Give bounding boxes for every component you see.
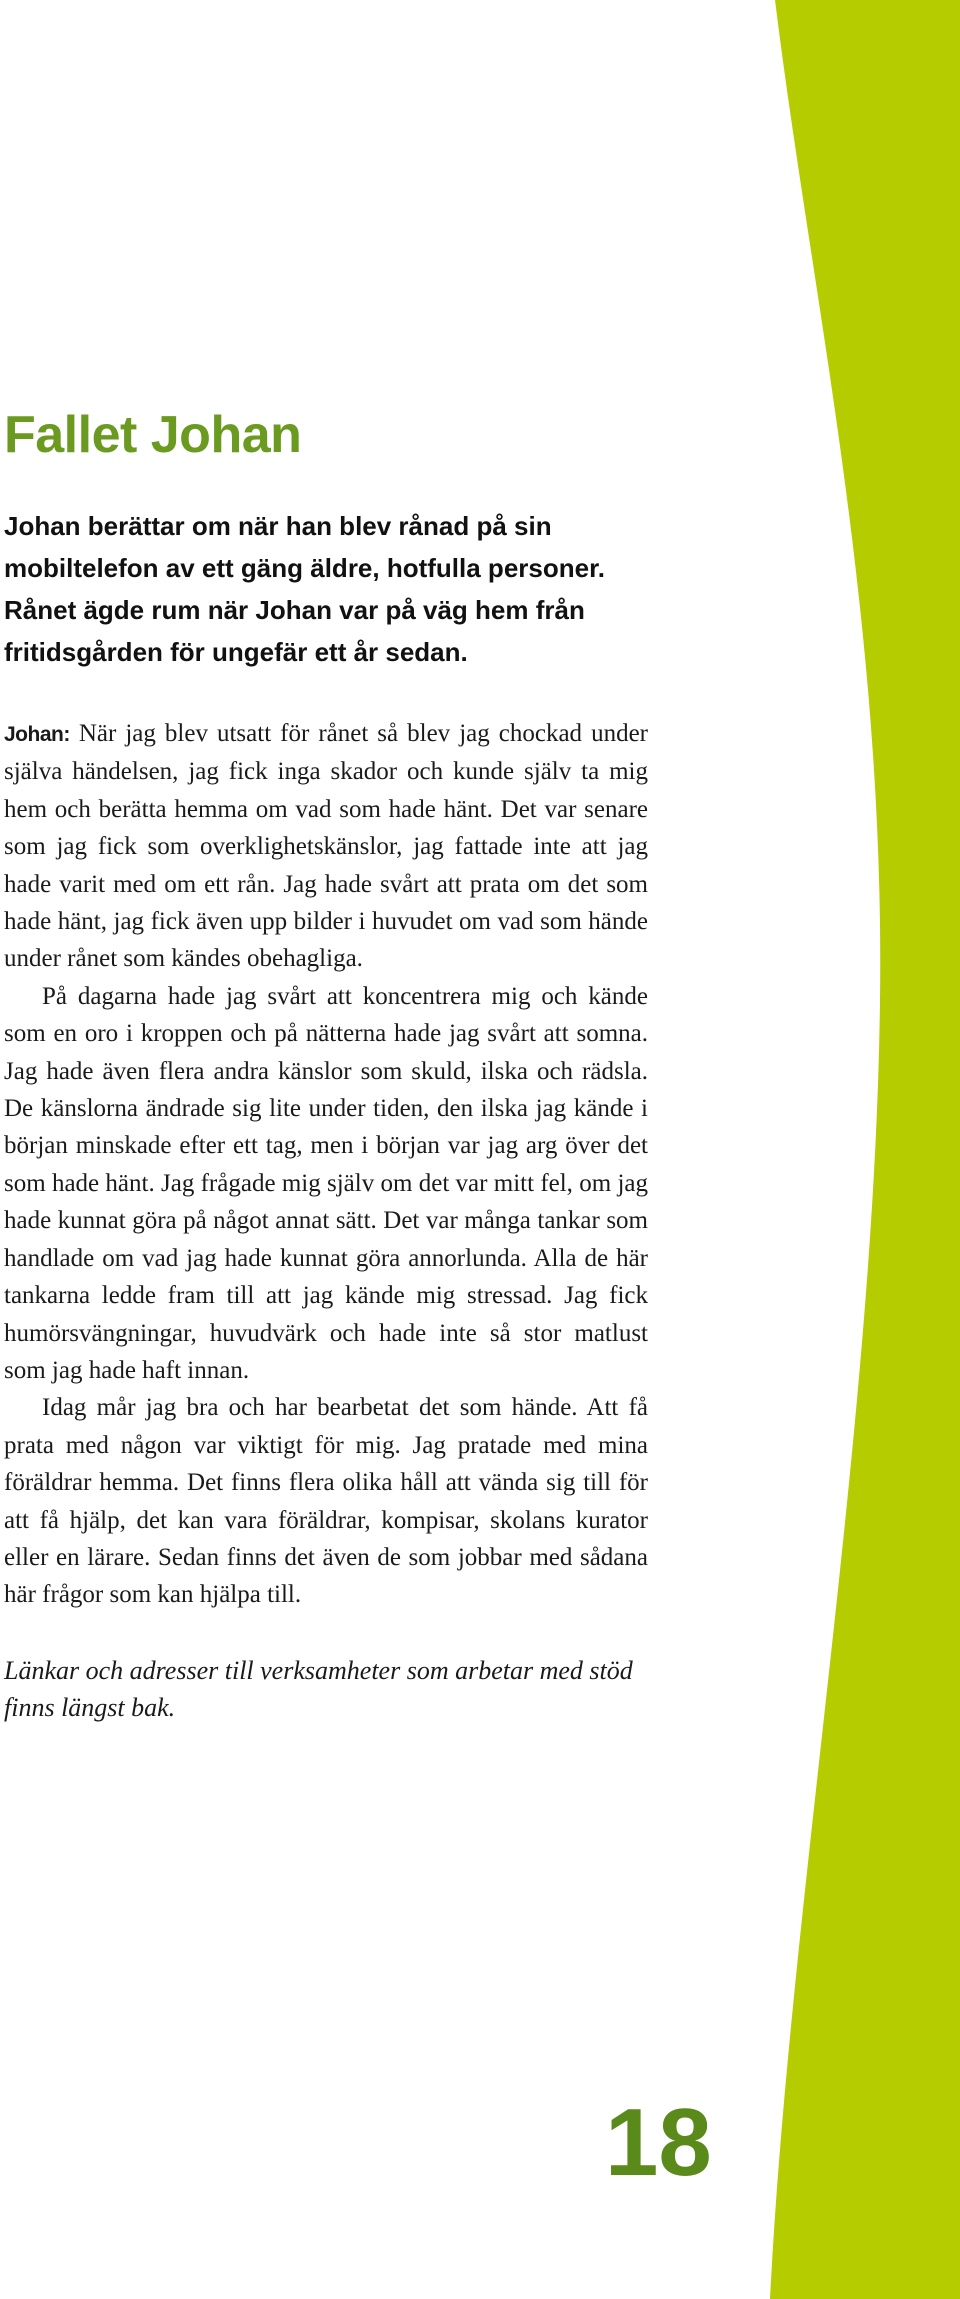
body-paragraph-1 bbox=[4, 715, 648, 978]
resources-note: Länkar och adresser till verksamheter som arbetar med stöd finns längst bak. bbox=[4, 1655, 633, 1722]
page-title: Fallet Johan bbox=[4, 406, 302, 464]
article bbox=[4, 405, 648, 1726]
article-body bbox=[4, 715, 648, 1614]
page-number: 18 bbox=[605, 2089, 712, 2196]
green-wave-shape bbox=[770, 0, 960, 2299]
lead-paragraph: Johan berättar om när han blev rånad på sin mobiltelefon av ett gäng äldre, hotfulla personer. Rånet ägde rum när Johan var på väg hem från fritidsgården för ungefär ett år sedan. bbox=[4, 511, 605, 667]
speaker-label: Johan: bbox=[4, 723, 70, 746]
body-paragraph-3: Idag mår jag bra och har bearbetat det som hände. Att få prata med någon var viktigt för mig. Jag pratade med mina föräldrar hemma. Det finns flera olika håll att vända sig till för att få hjälp, det kan vara föräldrar, kompisar, skolans kurator eller en lärare. Sedan finns det även de som jobbar med sådana här frågor som kan hjälpa till. bbox=[4, 1394, 648, 1609]
body-paragraph-1-text: När jag blev utsatt för rånet så blev jag chockad under själva händelsen, jag fick inga skador och kunde själv ta mig hem och berätta hemma om vad som hade hänt. Det var senare som jag fick som overklighetskänslor, jag fattade inte att jag hade varit med om ett rån. Jag hade svårt att prata om det som hade hänt, jag fick även upp bilder i huvudet om vad som hände under rånet som kändes obehagliga. bbox=[4, 720, 648, 973]
body-paragraph-2: På dagarna hade jag svårt att koncentrera mig och kände som en oro i kroppen och på nätterna hade jag svårt att somna. Jag hade även flera andra känslor som skuld, ilska och rädsla. De känslorna ändrade sig lite under tiden, den ilska jag kände i början minskade efter ett tag, men i början var jag arg över det som hade hänt. Jag frågade mig själv om det var mitt fel, om jag hade kunnat göra på något annat sätt. Det var många tankar som handlade om vad jag hade kunnat göra annorlunda. Alla de här tankarna ledde fram till att jag kände mig stressad. Jag fick humörsvängningar, huvudvärk och hade inte så stor matlust som jag hade haft innan. bbox=[4, 982, 648, 1384]
